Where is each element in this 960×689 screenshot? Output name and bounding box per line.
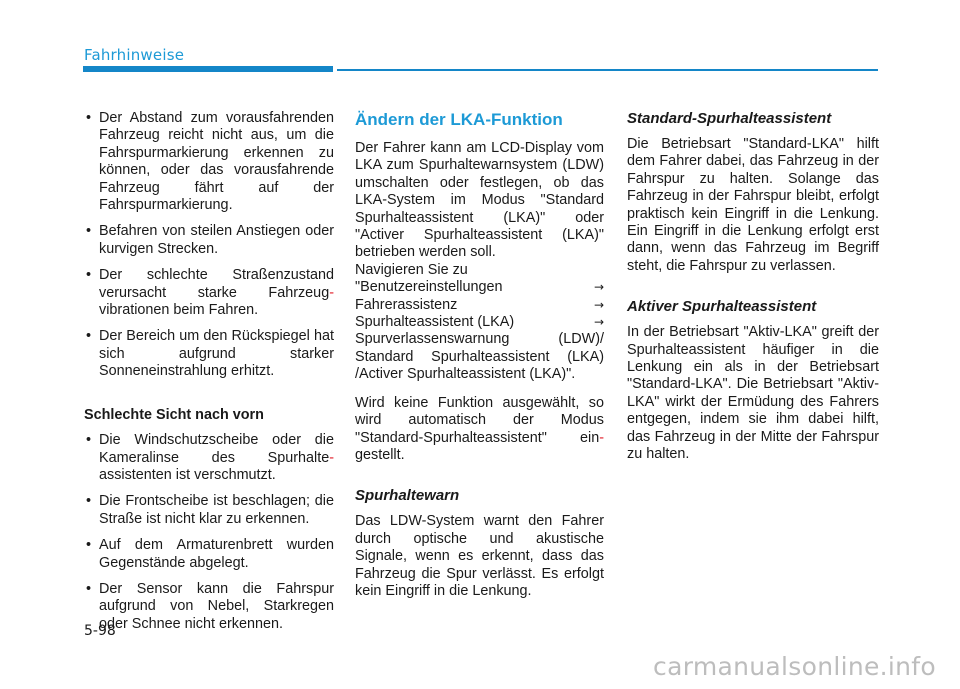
nav-row [355, 262, 604, 279]
list-item: • Die Frontscheibe ist beschlagen; die Straße ist nicht klar zu erkennen. [84, 493, 334, 528]
condition-list [84, 110, 334, 381]
list-item-text: Der schlechte Straßenzustand verursacht starke Fahrzeug [99, 267, 334, 301]
header-rule-thin [337, 69, 878, 71]
nav-row [355, 314, 604, 331]
hyphen-mark: - [329, 284, 334, 301]
paragraph-active-lka: In der Betriebsart "Aktiv-LKA" greift der Spurhalteassistent häufiger in die Lenkung ein als in der Betriebsart "Standard-LKA". Die Betriebsart "Aktiv-LKA" wirkt der Ermüdung des Fahrers entgegen, indem sie ihm dabei hilft, das Fahrzeug in der Mitte der Fahrspur zu halten. [627, 324, 879, 463]
nav-row-text: Navigieren Sie zu [355, 261, 468, 278]
list-item [84, 432, 334, 484]
heading-ldw: Spurhaltewarn [355, 487, 460, 505]
watermark: carmanualsonline.info [653, 652, 936, 681]
arrow-icon: → [593, 315, 604, 330]
list-item-text: assistenten ist verschmutzt. [99, 466, 276, 483]
paragraph-standard-lka: Die Betriebsart "Standard-LKA" hilft dem Fahrer dabei, das Fahrzeug in der Fahrspur zu halten. Solange das Fahrzeug in der Fahrspur bleibt, erfolgt praktisch kein Eingriff in die Lenkung. Ein Eingriff in die Lenkung erfolgt erst dann, wenn das Fahrzeug im Begriff steht, die Fahrspur zu verlassen. [627, 136, 879, 274]
arrow-icon: → [593, 280, 604, 295]
list-item-text: Die Windschutzscheibe oder die Kameralinse des Spurhalte [99, 432, 334, 466]
paragraph-text: gestellt. [355, 446, 405, 463]
subheading-visibility: Schlechte Sicht nach vorn [84, 406, 264, 423]
list-item: • Der Bereich um den Rückspiegel hat sich aufgrund starker Sonneneinstrahlung erhitzt. [84, 328, 334, 380]
list-item: • Der Sensor kann die Fahrspur aufgrund von Nebel, Starkregen oder Schnee nicht erkennen. [84, 581, 334, 633]
hyphen-mark: - [599, 429, 604, 446]
paragraph-lka-menu-end: Spurverlassenswarnung (LDW)/ Standard Spurhalteassistent (LKA) /Activer Spurhalteassistent (LKA)". [355, 331, 604, 383]
heading-change-lka: Ändern der LKA-Funktion [355, 110, 563, 129]
list-item: • Der Abstand zum vorausfahrenden Fahrzeug reicht nicht aus, um die Fahrspurmarkierung erkennen zu können, oder das vorausfahrende Fahrzeug fährt auf der Fahrspurmarkierung. [84, 110, 334, 214]
list-item: • Auf dem Armaturenbrett wurden Gegenstände abgelegt. [84, 537, 334, 572]
arrow-icon: → [593, 297, 604, 312]
hyphen-mark: - [329, 449, 334, 466]
nav-row [355, 279, 604, 296]
nav-row [355, 297, 604, 314]
heading-active-lka: Aktiver Spurhalteassistent [627, 298, 817, 316]
paragraph-text: Wird keine Funktion ausgewählt, so wird automatisch der Modus "Standard-Spurhalteassistent" ein [355, 394, 604, 446]
column-middle [355, 110, 604, 611]
section-title: Fahrhinweise [84, 46, 185, 64]
heading-standard-lka: Standard-Spurhalteassistent [627, 110, 832, 127]
nav-row-text: "Benutzereinstellungen [355, 279, 503, 296]
column-right [627, 110, 879, 475]
nav-row-text: Fahrerassistenz [355, 296, 458, 313]
list-item-text: vibrationen beim Fahren. [99, 302, 259, 319]
header-rule-thick [83, 66, 333, 72]
list-item [84, 267, 334, 319]
page-number: 5-98 [84, 623, 116, 639]
visibility-list [84, 432, 334, 633]
column-left [84, 110, 334, 643]
list-item: • Befahren von steilen Anstiegen oder kurvigen Strecken. [84, 223, 334, 258]
nav-row-text: Spurhalteassistent (LKA) [355, 314, 515, 331]
paragraph-text: Der Fahrer kann am LCD-Display vom LKA zum Spurhaltewarnsystem (LDW) umschalten oder festlegen, ob das LKA-System im Modus "Standard Spurhalteassistent (LKA)" oder "Activer Spurhalteassistent (LKA)" betrieben werden soll. [355, 140, 604, 261]
paragraph-ldw: Das LDW-System warnt den Fahrer durch optische und akustische Signale, wenn es erkennt, dass das Fahrzeug die Spur verlässt. Es erfolgt kein Eingriff in die Lenkung. [355, 513, 604, 599]
paragraph-lka-intro [355, 140, 604, 262]
paragraph-default-mode [355, 395, 604, 465]
